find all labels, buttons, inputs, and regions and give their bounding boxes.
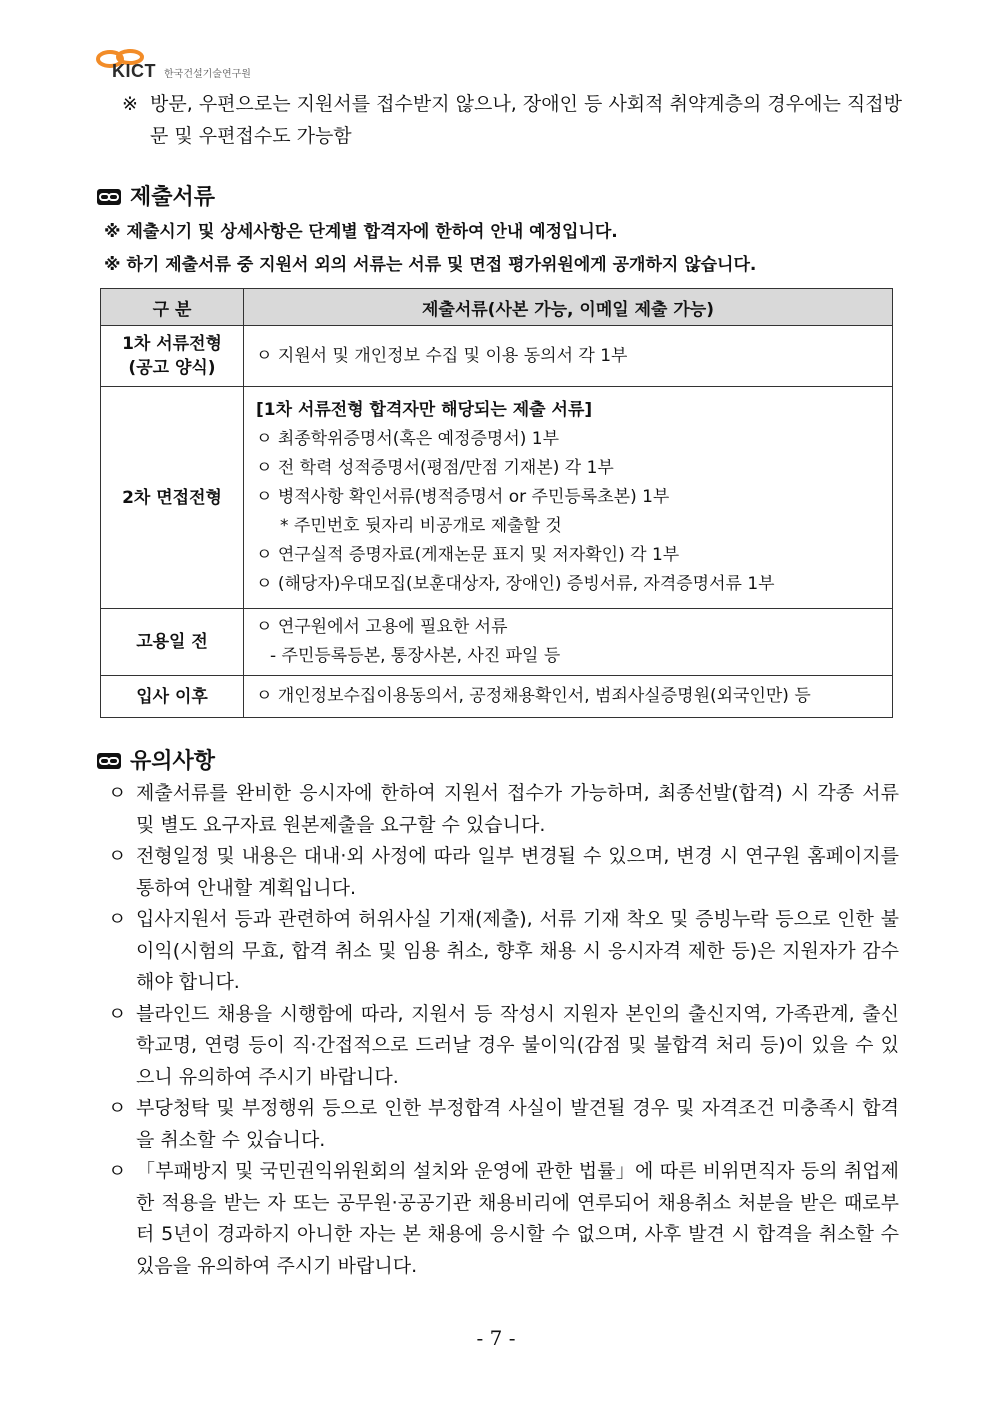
list-item [104, 778, 899, 841]
list-item-text: 전형일정 및 내용은 대내·외 사정에 따라 일부 변경될 수 있으며, 변경 시 연구원 홈페이지를 통하여 안내할 계획입니다. [136, 845, 899, 899]
notice-line: ※ 하기 제출서류 중 지원서 외의 서류는 서류 및 면접 평가위원에게 공개하지 않습니다. [104, 255, 757, 275]
table-row [101, 609, 893, 676]
category-label: 입사 이후 [136, 686, 208, 707]
category-label: 1차 서류전형 [122, 334, 222, 354]
list-item-text: 입사지원서 등과 관련하여 허위사실 기재(제출), 서류 기재 착오 및 증빙누락 등으로 인한 불이익(시험의 무효, 합격 취소 및 임용 취소, 향후 채용 시 응시자격 제한 등)은 지원자가 감수해야 합니다. [136, 908, 899, 993]
documents-cell [244, 387, 893, 609]
logo-subtitle: 한국건설기술연구원 [164, 69, 251, 80]
logo-text: KICT [112, 61, 156, 81]
documents-cell [244, 326, 893, 387]
documents-cell [244, 676, 893, 718]
document-line: ㅇ 지원서 및 개인정보 수집 및 이용 동의서 각 1부 [256, 345, 628, 366]
document-line: ㅇ 개인정보수집이용동의서, 공정채용확인서, 범죄사실증명원(외국인만) 등 [256, 686, 811, 706]
document-line: ㅇ 병적사항 확인서류(병적증명서 or 주민등록초본) 1부 [256, 487, 670, 507]
list-item-text: 제출서류를 완비한 응시자에 한하여 지원서 접수가 가능하며, 최종선발(합격) 시 각종 서류 및 별도 요구자료 원본제출을 요구할 수 있습니다. [136, 782, 899, 836]
category-cell [101, 326, 244, 387]
table-row [101, 676, 893, 718]
document-line: ㅇ 연구원에서 고용에 필요한 서류 [256, 617, 508, 637]
bullet-mark: ㅇ [108, 1097, 127, 1119]
list-item [104, 1093, 899, 1156]
bullet-mark: ㅇ [108, 908, 127, 930]
list-item [104, 904, 899, 999]
list-item [104, 1156, 899, 1282]
category-label: 고용일 전 [136, 632, 208, 652]
table-header-cell: 구 분 [101, 289, 244, 326]
note-mark: ※ [122, 93, 138, 115]
documents-table [100, 288, 893, 718]
notice-line: ※ 제출시기 및 상세사항은 단계별 합격자에 한하여 안내 예정입니다. [104, 222, 618, 242]
link-icon [96, 751, 122, 769]
bullet-mark: ㅇ [108, 1002, 127, 1025]
bullet-mark: ㅇ [108, 845, 127, 867]
category-label: 2차 면접전형 [122, 487, 222, 508]
document-line: * 주민번호 뒷자리 비공개로 제출할 것 [280, 516, 562, 536]
page-number: - 7 - [476, 1326, 516, 1350]
list-item-text: 블라인드 채용을 시행함에 따라, 지원서 등 작성시 지원자 본인의 출신지역, 가족관계, 출신학교명, 연령 등이 직·간접적으로 드러날 경우 불이익(감점 및 불합격 처리 등)이 있을 수 있으니 유의하여 주시기 바랍니다. [136, 1002, 899, 1088]
bullet-mark: ㅇ [108, 782, 127, 804]
table-row [101, 387, 893, 609]
document-line: ㅇ (해당자)우대모집(보훈대상자, 장애인) 증빙서류, 자격증명서류 1부 [256, 574, 775, 594]
list-item-text: 「부패방지 및 국민권익위원회의 설치와 운영에 관한 법률」에 따른 비위면직자 등의 취업제한 적용을 받는 자 또는 공무원·공공기관 채용비리에 연루되어 채용취소 처분을 받은 때로부터 5년이 경과하지 아니한 자는 본 채용에 응시할 수 없으며, 사후 발견 시 합격을 취소할 수 있음을 유의하여 주시기 바랍니다. [136, 1160, 899, 1277]
section-title: 제출서류 [130, 185, 216, 210]
table-row [101, 326, 893, 387]
top-note-text: 방문, 우편으로는 지원서를 접수받지 않으나, 장애인 등 사회적 취약계층의 경우에는 직접방문 및 우편접수도 가능함 [150, 93, 902, 147]
category-cell [101, 676, 244, 718]
link-icon [96, 187, 122, 205]
top-note [122, 88, 902, 152]
section-title: 유의사항 [130, 749, 216, 774]
category-label: (공고 양식) [128, 358, 216, 378]
document-line: ㅇ 최종학위증명서(혹은 예정증명서) 1부 [256, 429, 560, 449]
kict-logo [96, 48, 266, 82]
document-line: - 주민등록등본, 통장사본, 사진 파일 등 [270, 646, 561, 666]
category-cell [101, 387, 244, 609]
table-header-row [101, 289, 893, 326]
list-item [104, 999, 899, 1094]
document-line: ㅇ 전 학력 성적증명서(평점/만점 기재본) 각 1부 [256, 458, 614, 478]
list-item [104, 841, 899, 904]
table-header-cell: 제출서류(사본 가능, 이메일 제출 가능) [244, 289, 893, 326]
bullet-mark: ㅇ [108, 1160, 127, 1182]
section-heading-submission [96, 180, 215, 211]
category-cell [101, 609, 244, 676]
documents-cell [244, 609, 893, 676]
cautions-list [104, 778, 899, 1282]
document-line: [1차 서류전형 합격자만 해당되는 제출 서류] [256, 400, 593, 420]
list-item-text: 부당청탁 및 부정행위 등으로 인한 부정합격 사실이 발견될 경우 및 자격조건 미충족시 합격을 취소할 수 있습니다. [136, 1097, 899, 1151]
section-heading-cautions [96, 744, 215, 775]
document-line: ㅇ 연구실적 증명자료(게재논문 표지 및 저자확인) 각 1부 [256, 545, 680, 565]
